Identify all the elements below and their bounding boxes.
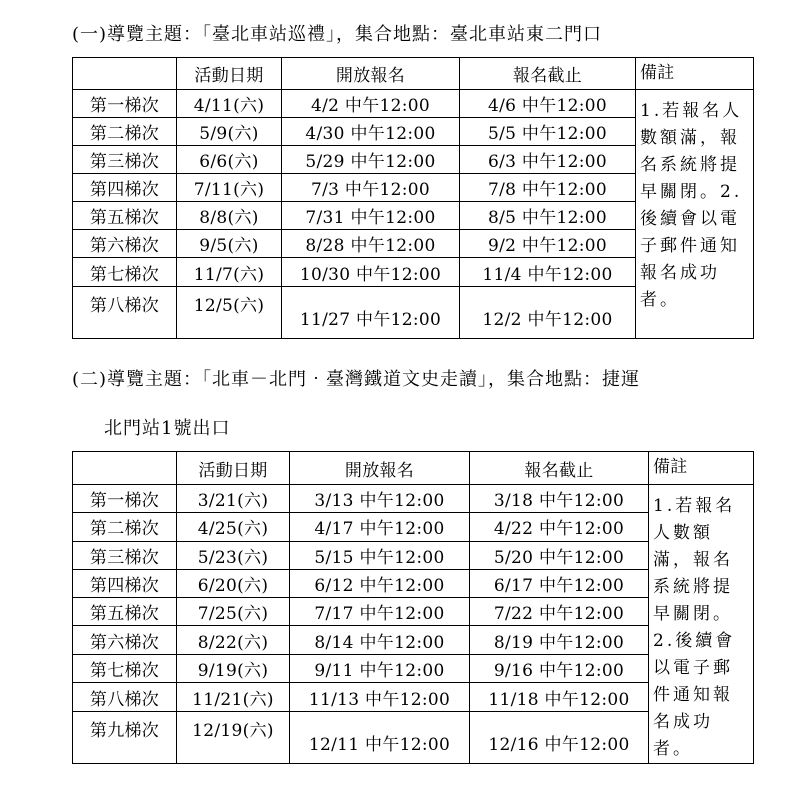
close-cell: 11/18 中午12:00 [470,683,649,712]
date-cell: 3/21(六) [177,485,290,513]
date-cell: 12/5(六) [177,287,282,339]
batch-cell: 第六梯次 [73,230,177,258]
batch-cell: 第八梯次 [73,683,177,712]
header-open: 開放報名 [282,58,460,90]
open-cell: 4/17 中午12:00 [290,513,470,541]
date-cell: 4/11(六) [177,90,282,118]
section2-heading: (二)導覽主題：「北車－北門‧臺灣鐵道文史走讀」，集合地點：捷運 [72,369,641,390]
batch-cell: 第三梯次 [73,146,177,174]
header-blank [73,58,177,90]
batch-cell: 第四梯次 [73,174,177,202]
open-cell: 12/11 中午12:00 [290,712,470,764]
date-cell: 7/25(六) [177,598,290,626]
table-header-row [73,58,754,90]
batch-cell: 第四梯次 [73,569,177,597]
open-cell: 11/27 中午12:00 [282,287,460,339]
close-cell: 5/20 中午12:00 [470,541,649,569]
open-cell: 4/30 中午12:00 [282,118,460,146]
close-cell: 7/22 中午12:00 [470,598,649,626]
open-cell: 11/13 中午12:00 [290,683,470,712]
note-cell: 1.若報名人數額滿，報名系統將提早關閉。2.後續會以電子郵件通知報名成功者。 [649,485,754,764]
batch-cell: 第八梯次 [73,287,177,339]
schedule-table-1 [72,57,754,339]
batch-cell: 第五梯次 [73,202,177,230]
date-cell: 6/6(六) [177,146,282,174]
header-note: 備註 [649,452,754,485]
date-cell: 8/22(六) [177,626,290,654]
header-close: 報名截止 [470,452,649,485]
date-cell: 11/7(六) [177,258,282,287]
date-cell: 9/19(六) [177,654,290,682]
header-open: 開放報名 [290,452,470,485]
open-cell: 7/17 中午12:00 [290,598,470,626]
date-cell: 8/8(六) [177,202,282,230]
header-close: 報名截止 [460,58,636,90]
header-date: 活動日期 [177,452,290,485]
header-blank [73,452,177,485]
close-cell: 3/18 中午12:00 [470,485,649,513]
date-cell: 7/11(六) [177,174,282,202]
date-cell: 9/5(六) [177,230,282,258]
close-cell: 8/19 中午12:00 [470,626,649,654]
date-cell: 4/25(六) [177,513,290,541]
open-cell: 10/30 中午12:00 [282,258,460,287]
table-row [73,485,754,513]
close-cell: 4/22 中午12:00 [470,513,649,541]
close-cell: 12/16 中午12:00 [470,712,649,764]
close-cell: 8/5 中午12:00 [460,202,636,230]
date-cell: 6/20(六) [177,569,290,597]
section2-heading-cont: 北門站1號出口 [104,418,231,439]
batch-cell: 第二梯次 [73,118,177,146]
header-note: 備註 [636,58,754,90]
batch-cell: 第七梯次 [73,258,177,287]
batch-cell: 第九梯次 [73,712,177,764]
open-cell: 7/31 中午12:00 [282,202,460,230]
schedule-table-2 [72,451,754,764]
open-cell: 5/29 中午12:00 [282,146,460,174]
date-cell: 11/21(六) [177,683,290,712]
open-cell: 3/13 中午12:00 [290,485,470,513]
close-cell: 12/2 中午12:00 [460,287,636,339]
open-cell: 4/2 中午12:00 [282,90,460,118]
close-cell: 5/5 中午12:00 [460,118,636,146]
open-cell: 9/11 中午12:00 [290,654,470,682]
batch-cell: 第三梯次 [73,541,177,569]
batch-cell: 第一梯次 [73,90,177,118]
close-cell: 6/3 中午12:00 [460,146,636,174]
date-cell: 5/9(六) [177,118,282,146]
batch-cell: 第五梯次 [73,598,177,626]
note-cell: 1.若報名人數額滿，報名系統將提早關閉。2.後續會以電子郵件通知報名成功者。 [636,90,754,339]
table-header-row [73,452,754,485]
batch-cell: 第七梯次 [73,654,177,682]
open-cell: 8/28 中午12:00 [282,230,460,258]
batch-cell: 第六梯次 [73,626,177,654]
close-cell: 7/8 中午12:00 [460,174,636,202]
header-date: 活動日期 [177,58,282,90]
open-cell: 8/14 中午12:00 [290,626,470,654]
date-cell: 12/19(六) [177,712,290,764]
open-cell: 5/15 中午12:00 [290,541,470,569]
close-cell: 9/16 中午12:00 [470,654,649,682]
open-cell: 7/3 中午12:00 [282,174,460,202]
close-cell: 4/6 中午12:00 [460,90,636,118]
close-cell: 6/17 中午12:00 [470,569,649,597]
batch-cell: 第一梯次 [73,485,177,513]
date-cell: 5/23(六) [177,541,290,569]
section1-heading: (一)導覽主題：「臺北車站巡禮」，集合地點：臺北車站東二門口 [72,24,603,45]
batch-cell: 第二梯次 [73,513,177,541]
open-cell: 6/12 中午12:00 [290,569,470,597]
close-cell: 9/2 中午12:00 [460,230,636,258]
close-cell: 11/4 中午12:00 [460,258,636,287]
table-row [73,90,754,118]
